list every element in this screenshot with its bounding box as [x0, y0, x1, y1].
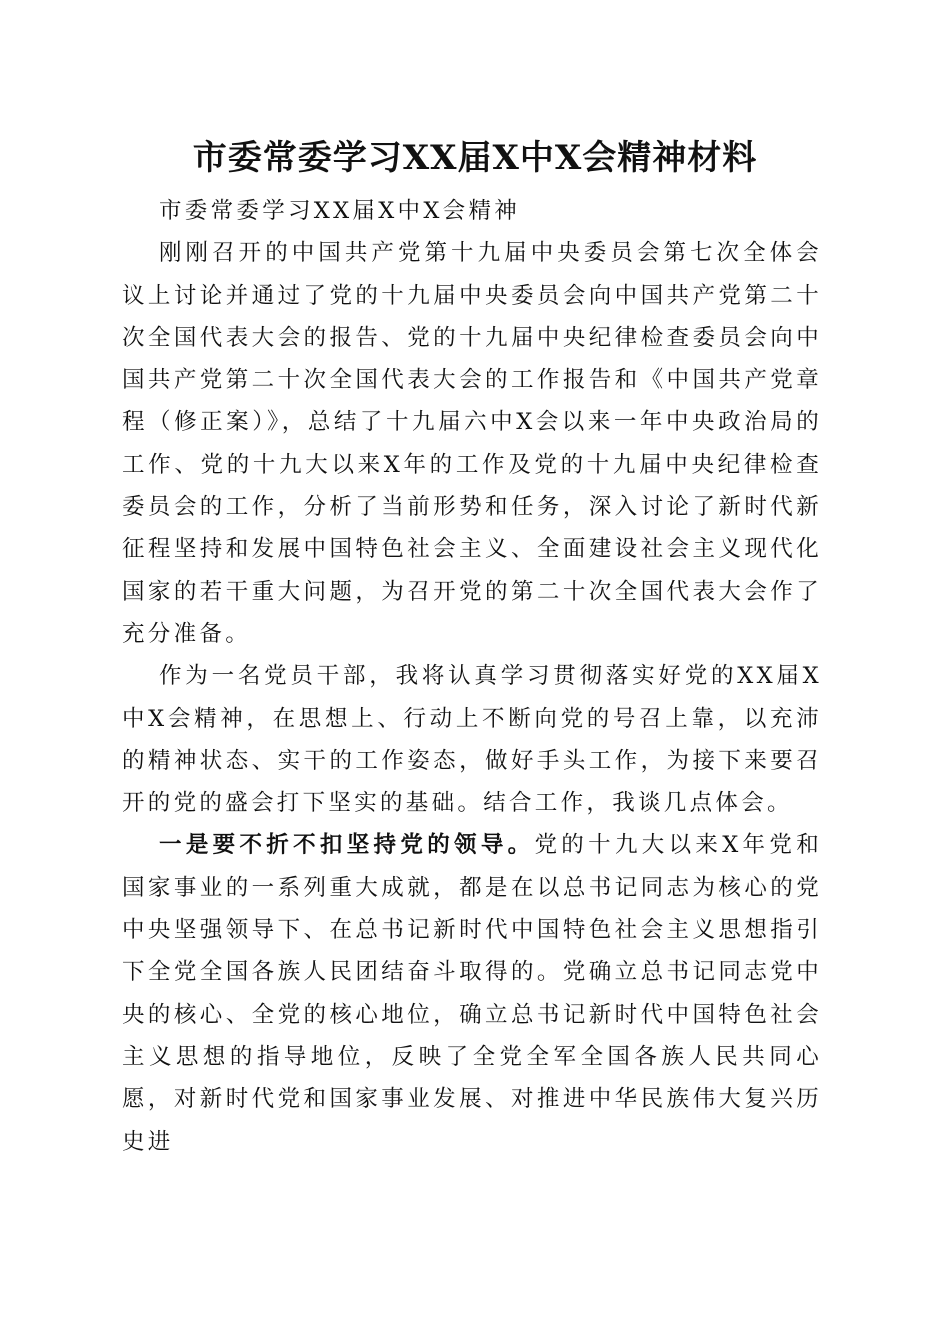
paragraph-personal-commitment [122, 655, 822, 824]
paragraph-text: 市委常委学习XX届X中X会精神 [159, 198, 521, 224]
paragraph-lead-heading: 一是要不折不扣坚持党的领导。 [159, 832, 535, 859]
document-body [122, 190, 822, 1163]
paragraph-point-one [122, 824, 822, 1162]
document-title: 市委常委学习XX届X中X会精神材料 [192, 138, 758, 178]
paragraph-text: 刚刚召开的中国共产党第十九届中央委员会第七次全体会议上讨论并通过了党的十九届中央委员会向中国共产党第二十次全国代表大会的报告、党的十九届中央纪律检查委员会向中国共产党第二十次全国代表大会的工作报告和《中国共产党章程（修正案）》，总结了十九届六中X会以来一年中央政治局的工作、党的十九大以来X年的工作及党的十九届中央纪律检查委员会的工作，分析了当前形势和任务，深入讨论了新时代新征程坚持和发展中国特色社会主义、全面建设社会主义现代化国家的若干重大问题，为召开党的第二十次全国代表大会作了充分准备。 [122, 240, 822, 647]
paragraph-text: 作为一名党员干部，我将认真学习贯彻落实好党的XX届X中X会精神，在思想上、行动上不断向党的号召上靠，以充沛的精神状态、实干的工作姿态，做好手头工作，为接下来要召开的党的盛会打下坚实的基础。结合工作，我谈几点体会。 [122, 663, 822, 817]
paragraph-subtitle [122, 190, 822, 232]
paragraph-plenum-summary [122, 232, 822, 655]
paragraph-text: 党的十九大以来X年党和国家事业的一系列重大成就，都是在以总书记同志为核心的党中央坚强领导下、在总书记新时代中国特色社会主义思想指引下全党全国各族人民团结奋斗取得的。党确立总书记同志党中央的核心、全党的核心地位，确立总书记新时代中国特色社会主义思想的指导地位，反映了全党全军全国各族人民共同心愿，对新时代党和国家事业发展、对推进中华民族伟大复兴历史进 [122, 832, 822, 1155]
